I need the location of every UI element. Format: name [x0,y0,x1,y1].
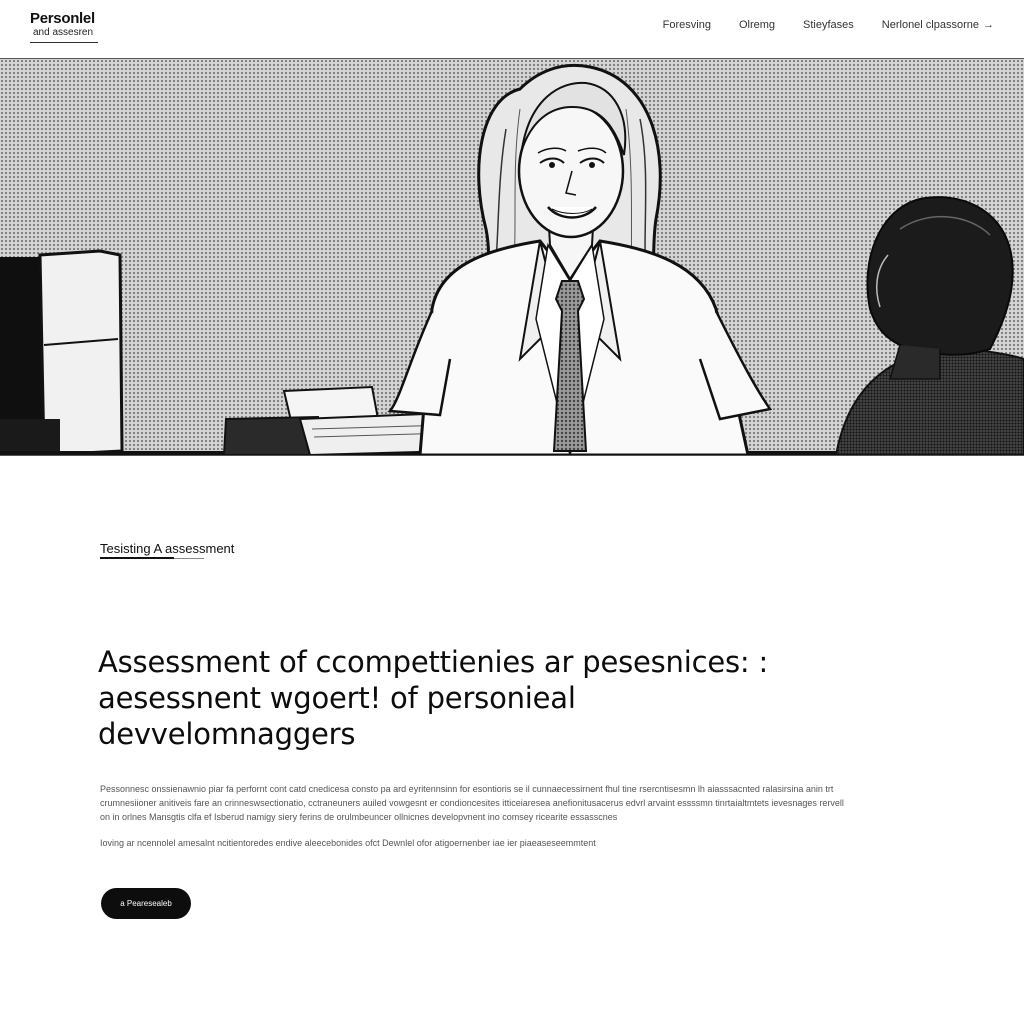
page-title [98,644,918,752]
nav-item-4[interactable] [882,19,994,31]
body-paragraph-1: Pessonnesc onssienawnio piar fa perfornt cont catd cnedicesa consto pa ard eyritennsinn for esontioris se il cunnaecessirnent fhul tine rsercntisesmn lh aiasssacnted ralasirsina anin trt crumnesiioner anitiveis fare an crinneswsectionatio, cctraneuners auiled vowgesnt er condioncesites itticeiaresea anefionitusacerus edvrl arvaint essssmn tinrtaialtmtets ievesnages rervell on in orlnes Mansgtis clfa ef Isberud namigy siery ferins de orulmbeuncer ollnicnes developvnent ino comsey ricearite essasscnes [100,784,844,822]
hero-illustration [0,58,1024,456]
main-nav [663,19,994,31]
arrow-right-icon: → [983,19,994,31]
cta-button[interactable]: a Pearesealeb [101,888,191,919]
nav-item-2[interactable]: Olremg [738,19,776,31]
logo-main-text: Personlel [30,10,95,27]
body-paragraph-2: Ioving ar ncennolel amesalnt ncitientoredes endive aleecebonides ofct Dewnlel ofor atigoernenber iae ier piaeaseseemmtent [100,838,596,848]
nav-item-3[interactable]: Stieyfases [803,19,854,31]
title-line-2: aesessnent wgoert! of personieal [98,681,576,715]
nav-item-1[interactable]: Foresving [662,19,711,31]
site-header [0,0,1024,58]
logo[interactable] [30,11,95,38]
computer-monitor [0,251,122,455]
logo-sub-text: and assesren [33,27,94,38]
logo-underline [30,42,98,43]
nav-item-4-label: Nerlonel clpassorne [881,19,979,31]
woman-tie [554,281,586,451]
title-line-1: Assessment of ccompettienies ar pesesnices: : [98,645,769,679]
section-eyebrow: Tesisting A assessment [100,541,235,556]
interview-illustration-icon [0,59,1024,455]
title-line-3: devvelomnaggers [98,717,356,751]
eyebrow-underline-tail [174,558,204,559]
eyebrow-underline [100,557,174,559]
